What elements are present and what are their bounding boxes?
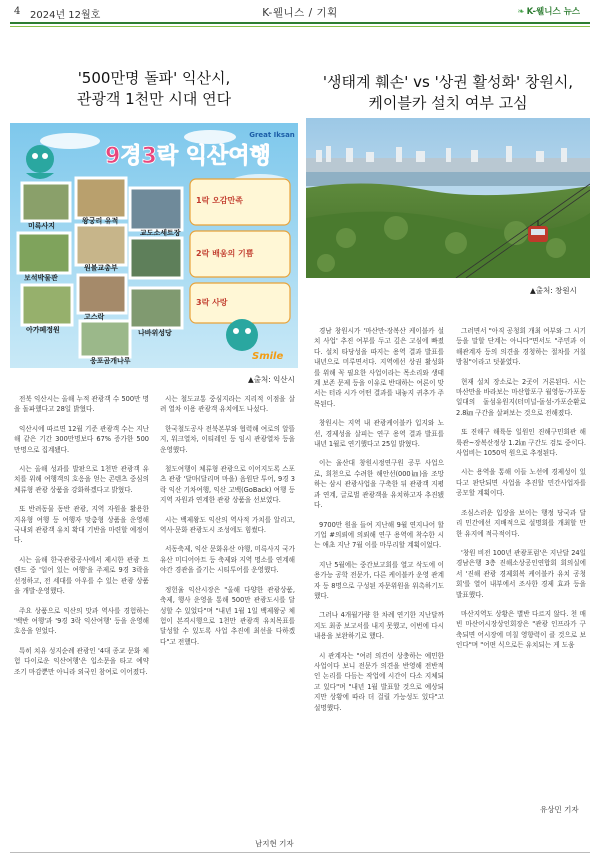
poster-side-label: 3락 사랑 bbox=[196, 298, 228, 307]
poster-place: 나바위성당 bbox=[138, 329, 172, 337]
poster-place: 웅포곰개나루 bbox=[90, 357, 131, 365]
header-subrule bbox=[10, 26, 590, 27]
right-photo-caption: ▲출처: 창원시 bbox=[530, 286, 577, 295]
poster-smile: Smile bbox=[252, 351, 284, 362]
right-article-column-2 bbox=[456, 326, 586, 660]
poster-title: 9경3락 익산여행 bbox=[105, 144, 271, 169]
paragraph: 시는 철도교통 중심지라는 지리적 이점을 살려 열차 이용 관광객 유치에도 나섰다. bbox=[160, 395, 295, 414]
paragraph: '창원 비전 100년 관광포럼'은 지난달 24일 경남은행 3층 진해소상공인연합회 회의실에서 '진해 관광 경제회복 케이블카 유치 공청회'를 열어 내부에서 조사한 경제 효과 등을 발표했다. bbox=[456, 548, 586, 599]
left-headline-line: '500만명 돌파' 익산시, bbox=[77, 69, 231, 87]
poster-place: 미륵사지 bbox=[28, 222, 56, 230]
poster-place: 교도소세트장 bbox=[140, 229, 181, 237]
paragraph: 경남 창원시가 '마산만-장복산 케이블카 설치 사업' 추진 여부를 두고 깊은 고심에 빠졌다. 설치 타당성을 따지는 용역 결과 발표를 내년으로 미루면서다. 지역에선 상권 활성화를 위해 꼭 필요한 사업이라는 목소리와 생태계 보존 문제 등을 이유로 반대하는 여론이 맞서는 터라 시가 어떤 결과를 내놓지 귀추가 주목된다. bbox=[314, 327, 444, 408]
paragraph: 또 반려동물 동반 관광, 지역 자원을 활용한 지유형 여행 등 여행자 맞춤형 상품을 운영해 국내외 관광객 유치 확대 기반을 마련할 예정이다. bbox=[14, 505, 149, 545]
right-article-column-1 bbox=[314, 326, 444, 722]
paragraph: 창원시는 지역 내 관광케이블카 입지와 노선, 경제성을 살피는 연구 용역 결과 발표를 내년 1월로 연기했다고 25일 밝혔다. bbox=[314, 419, 444, 449]
left-byline: 남지현 기자 bbox=[255, 839, 294, 848]
paragraph: 그러면서 "아직 공청회 개최 여부와 그 시기 등을 말할 단계는 아니다"면서도 "주민과 이해관계자 등의 의견을 경청하는 절차를 거칠 방침"이라고 덧붙였다. bbox=[456, 327, 586, 367]
cable-car-photo bbox=[306, 118, 590, 278]
paragraph: 조심스러운 입장을 보이는 행정 당국과 달리 민간에선 지배적으로 설명회를 개최할 만한 유지에 적극적이다. bbox=[456, 508, 586, 538]
paragraph: 현재 설치 장소로는 2곳이 거론된다. 시는 마산만을 바라보는 마산합포구 월영동-가포동 일대의 돝섬유원지(터미널-돝섬-가포순환로 2.8㎞ 구간을 살펴보는 것으로 전해졌다. bbox=[456, 377, 586, 417]
paragraph: 정헌율 익산시장은 "올해 다양한 관광상품, 축제, 행사 운영을 통해 500만 관광도시를 달성할 수 있었다"며 "내년 1월 1일 백제왕궁 체험이 본격시행으로 1천만 관광객 유치목표를 달성할 수 있도록 사업 추진에 최선을 다하겠다"고 전했다. bbox=[160, 585, 295, 646]
publication-logo bbox=[517, 5, 580, 17]
paragraph: 철도여행이 체류형 관광으로 이어지도록 스포츠 관광 '달마(달리며 마을) 음원단 투어, 9경 3락 익산 기차여행, 익산 고백(GoBack) 여행 등 지역 자원과 연계한 관광 상품을 선보였다. bbox=[160, 465, 295, 505]
logo-text: K-웰니스 뉴스 bbox=[526, 7, 580, 17]
left-headline bbox=[10, 68, 298, 110]
right-headline bbox=[306, 72, 590, 114]
right-headline-line: '생태계 훼손' vs '상권 활성화' 창원시, bbox=[322, 73, 574, 91]
poster-brand: Great Iksan bbox=[249, 131, 295, 139]
left-headline-line: 관광객 1천만 시대 연다 bbox=[76, 90, 232, 108]
poster-place: 왕궁리 유적 bbox=[82, 217, 119, 225]
leaf-icon: ❧ bbox=[517, 7, 525, 17]
paragraph: 한국철도공사 전북본부와 협력해 여로의 알뜰지, 워크열차, 이티레인 등 임시 관광열차 등을 운영했다. bbox=[160, 424, 295, 454]
poster-place: 고스락 bbox=[84, 313, 105, 321]
iksan-poster-art bbox=[10, 123, 298, 368]
paragraph: 시는 백제왕도 익산의 역사적 가치를 알리고, 역사·문화 관광도시 조성에도 힘썼다. bbox=[160, 515, 295, 535]
right-headline-line: 케이블카 설치 여부 고심 bbox=[368, 94, 528, 112]
cable-car-scene bbox=[306, 118, 590, 278]
paragraph: 서동축제, 익산 문화유산 야행, 미륵사지 국가유산 미디어아트 등 축제와 지역 명소를 연계해 야간 경관을 즐기는 시티투어를 운영했다. bbox=[160, 545, 295, 575]
issue-date: 2024년 12월호 bbox=[30, 10, 101, 21]
poster-side-label: 2락 배움의 기쁨 bbox=[196, 249, 254, 258]
left-article-column-1 bbox=[14, 394, 149, 686]
footer-rule bbox=[10, 852, 590, 853]
poster-place: 원불교총부 bbox=[84, 264, 118, 272]
poster-place: 보석박물관 bbox=[24, 274, 58, 282]
paragraph: 마산지역도 상황은 별반 다르지 않다. 천 매빈 마산어시장상인회장은 "관광 인프라가 구축되면 어시장에 미칠 영향력이 클 것으로 보인다"며 "어떤 식으로든 유치되는 게 도움 bbox=[456, 609, 586, 650]
paragraph: 시는 용역을 통해 이들 노선에 경제성이 있다고 판단되면 사업을 추진할 민간사업자를 공모할 계획이다. bbox=[456, 468, 586, 498]
paragraph: 지난 5월에는 중간보고회를 열고 삭도에 이용가능 공학 전문가, 다른 케이블카 운영 관계자 등 8명으로 구성된 자문위원을 위촉하기도 했다. bbox=[314, 560, 444, 600]
section-title: K-웰니스 / 기획 bbox=[262, 7, 338, 19]
paragraph: 익산시에 따르면 12월 기준 관광객 수는 지난해 같은 기간 300만명보다 67% 증가한 500만명으로 집계됐다. bbox=[14, 424, 149, 454]
paragraph: 그러나 4개월가량 한 차례 연기한 지난달까지도 최종 보고서를 내지 못했고, 이번에 다시 내용을 보완하기로 했다. bbox=[314, 611, 444, 641]
paragraph: 시는 올해 성과를 발판으로 1천만 관광객 유치를 위해 여행객의 호응을 얻는 콘텐츠 중심의 체류형 관광 상품을 강화하겠다고 밝혔다. bbox=[14, 465, 149, 494]
page-header bbox=[0, 0, 600, 22]
paragraph: 9700만 원을 들여 지난해 9월 연지나어 할 기업 #의뢰에 의뢰해 연구 용역에 착수한 시는 애초 지난 7월 이를 마무리할 계획이었다. bbox=[314, 520, 444, 550]
poster-place: 아가페정원 bbox=[26, 326, 60, 334]
paragraph: 시 관계자는 "여러 의견이 상충하는 예민한 사업이다 보니 전문가 의견을 반영해 전반적인 논리를 다듬는 작업에 시간이 다소 지체되고 있다"며 "내년 1월 발표할 것으로 예상되지만 상황에 따라 더 걸릴 가능성도 있다"고 설명했다. bbox=[314, 651, 444, 712]
header-rule bbox=[10, 22, 590, 24]
paragraph: 이는 울산대 창원시정연구원 공무 사업으로, 희천으로 수려한 해안선(000㎞)을 조망하는 삼시 관광사업을 구축한 뒤 관광객 지평과 연계, 글로벌 관광객을 유치하고자 추진됐다. bbox=[314, 459, 444, 510]
iksan-poster-image bbox=[10, 123, 298, 368]
paragraph: 주요 상품으로 익산의 맛과 역사를 경험하는 '백반 여행'과 '9경 3락 익산여행' 등을 운영해 호응을 얻었다. bbox=[14, 606, 149, 636]
right-byline: 유상민 기자 bbox=[540, 805, 579, 814]
paragraph: 시는 올해 한국관광공사에서 제시한 관광 트렌드 중 '일어 있는 여행'을 주제로 9경 3락을 선정하고, 전 세대를 아우를 수 있는 관광 상품을 개발·운영했다. bbox=[14, 555, 149, 596]
poster-side-label: 1락 오감만족 bbox=[196, 196, 243, 205]
page-number: 4 bbox=[14, 6, 21, 17]
paragraph: 또 진해구 해륙동 일원인 진해구민회관 해륙관~장복산정상 1.2㎞ 구간도 검토 중이다. 사업비는 1050억 원으로 추정된다. bbox=[456, 428, 586, 458]
left-photo-caption: ▲출처: 익산시 bbox=[248, 375, 295, 384]
left-article-column-2 bbox=[160, 394, 295, 656]
paragraph: 특히 치유 성지순례 관광인 '4대 종교 문화 체험 다이로운 익산여행'은 입소문을 타고 예약 조기 마감뿐만 아니라 외국인 참여로 이어졌다. bbox=[14, 646, 149, 676]
paragraph: 전북 익산시는 올해 누적 관광객 수 500만 명을 돌파했다고 28일 밝혔다. bbox=[14, 395, 149, 414]
